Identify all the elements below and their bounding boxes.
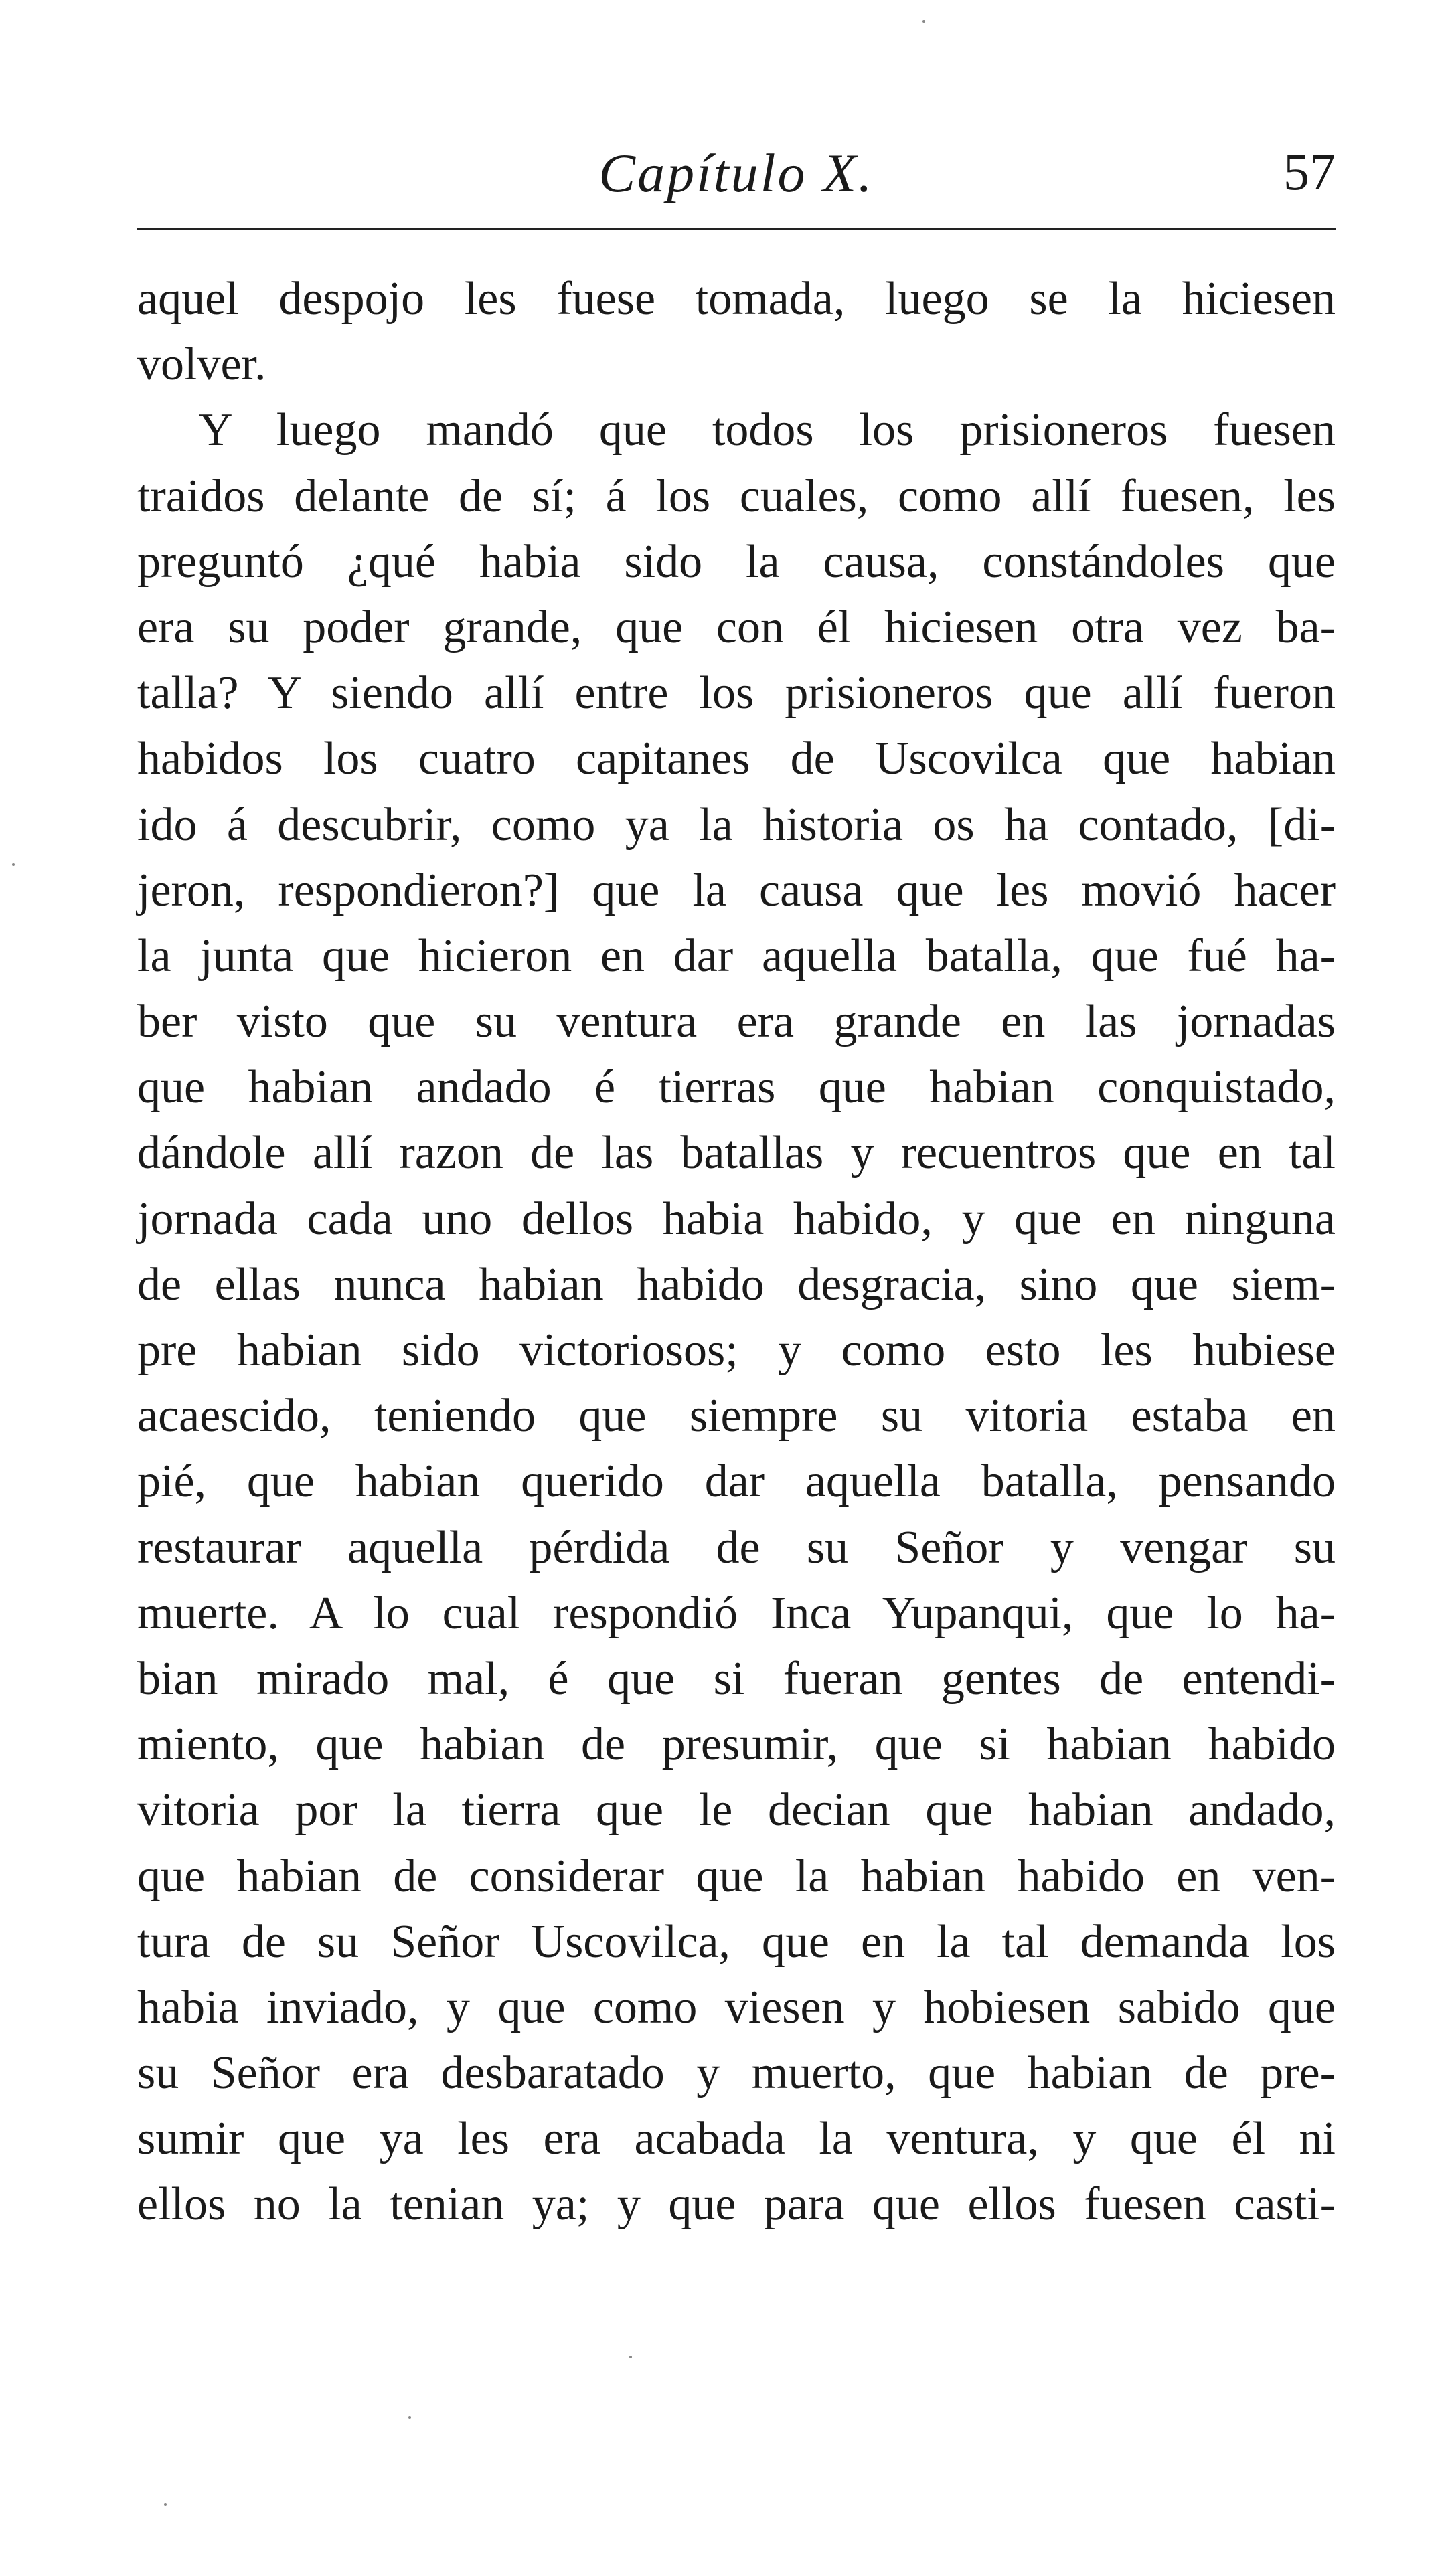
page-number: 57 [1283,143,1336,201]
text-line: pre habian sido victoriosos; y como esto les hubiese [137,1324,1336,1376]
text-line: que habian de considerar que la habian habido en ven- [137,1850,1336,1902]
text-line: ellos no la tenian ya; y que para que ellos fuesen casti- [137,2178,1336,2231]
text-line: talla? Y siendo allí entre los prisioneros que allí fueron [137,667,1336,719]
text-line: que habian andado é tierras que habian conquistado, [137,1061,1336,1114]
paper-speck [408,2416,411,2419]
text-line: Y luego mandó que todos los prisioneros fuesen [199,404,1336,456]
text-line: la junta que hicieron en dar aquella batalla, que fué ha- [137,930,1336,982]
text-line: traidos delante de sí; á los cuales, como allí fuesen, les [137,470,1336,522]
text-line: era su poder grande, que con él hiciesen otra vez ba- [137,601,1336,653]
text-line: ido á descubrir, como ya la historia os ha contado, [di- [137,798,1336,851]
text-line: su Señor era desbaratado y muerto, que habian de pre- [137,2047,1336,2099]
text-line: restaurar aquella pérdida de su Señor y vengar su [137,1521,1336,1573]
text-line: de ellas nunca habian habido desgracia, sino que siem- [137,1258,1336,1310]
paper-speck [629,2356,632,2358]
text-line: bian mirado mal, é que si fueran gentes de entendi- [137,1652,1336,1705]
text-line: preguntó ¿qué habia sido la causa, constándoles que [137,535,1336,588]
text-line: pié, que habian querido dar aquella batalla, pensando [137,1456,1336,1508]
text-line: sumir que ya les era acabada la ventura, y que él ni [137,2113,1336,2165]
text-line: miento, que habian de presumir, que si habian habido [137,1719,1336,1771]
text-line: tura de su Señor Uscovilca, que en la tal demanda los [137,1915,1336,1968]
text-line: vitoria por la tierra que le decian que habian andado, [137,1784,1336,1836]
text-line: jornada cada uno dellos habia habido, y que en ninguna [137,1193,1336,1245]
page-header [137,134,1336,221]
text-line: habidos los cuatro capitanes de Uscovilca que habian [137,733,1336,785]
header-rule [137,228,1336,230]
paper-speck [164,2503,167,2506]
text-line: dándole allí razon de las batallas y recuentros que en tal [137,1127,1336,1179]
text-line: volver. [137,339,266,391]
text-line: jeron, respondieron?] que la causa que les movió hacer [137,864,1336,916]
text-line: muerte. A lo cual respondió Inca Yupanqui, que lo ha- [137,1587,1336,1639]
running-title: Capítulo X. [598,143,874,203]
text-line: aquel despojo les fuese tomada, luego se la hiciesen [137,273,1336,325]
body-text [137,266,1336,2238]
text-line: habia inviado, y que como viesen y hobiesen sabido que [137,1981,1336,2033]
paper-speck [922,20,925,23]
text-line: acaescido, teniendo que siempre su vitoria estaba en [137,1390,1336,1442]
paper-speck [12,863,15,866]
text-line: ber visto que su ventura era grande en las jornadas [137,996,1336,1048]
